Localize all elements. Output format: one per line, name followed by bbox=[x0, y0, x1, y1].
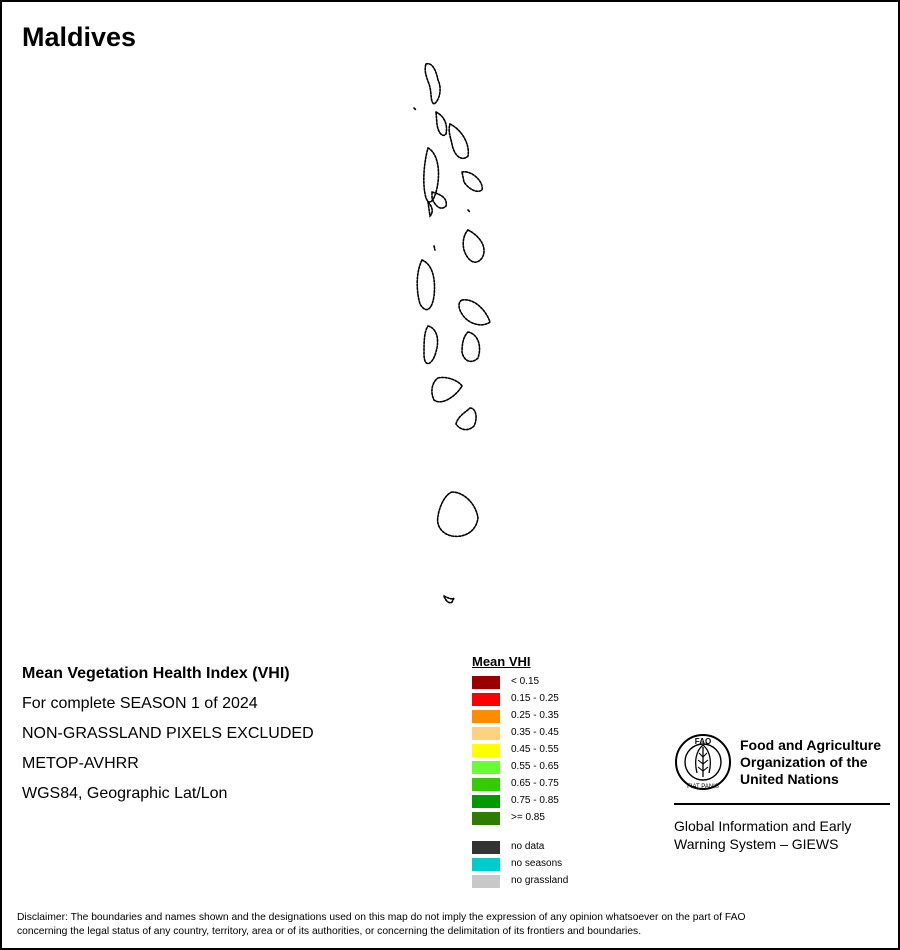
atoll-outline bbox=[438, 492, 478, 536]
divider bbox=[674, 803, 890, 805]
map-info bbox=[22, 659, 314, 809]
legend-row bbox=[472, 793, 622, 810]
legend-label: 0.35 - 0.45 bbox=[511, 727, 559, 738]
atoll-outline bbox=[459, 300, 490, 325]
legend-swatch bbox=[472, 875, 500, 888]
legend-swatch bbox=[472, 761, 500, 774]
legend-swatch bbox=[472, 795, 500, 808]
fao-name-line: United Nations bbox=[740, 771, 839, 787]
atoll-outline bbox=[425, 64, 440, 104]
disclaimer-line: Disclaimer: The boundaries and names shown and the designations used on this map do not imply the expression of any opinion whatsoever on the part of FAO bbox=[17, 912, 746, 923]
legend-row bbox=[472, 873, 622, 890]
legend-swatch bbox=[472, 676, 500, 689]
fao-name-line: Food and Agriculture bbox=[740, 737, 882, 753]
legend-label: 0.45 - 0.55 bbox=[511, 744, 559, 755]
logo-motto: FIAT PANIS bbox=[687, 784, 719, 790]
legend-label: no data bbox=[511, 841, 545, 852]
map-subtitle: Mean Vegetation Health Index (VHI) bbox=[22, 665, 290, 682]
legend-row bbox=[472, 839, 622, 856]
atoll-outline bbox=[444, 596, 454, 603]
disclaimer-line: concerning the legal status of any country, territory, area or of its authorities, or concerning the delimitation of its frontiers and boundaries. bbox=[17, 926, 642, 937]
atoll-outline bbox=[434, 246, 435, 250]
exclusion-note: NON-GRASSLAND PIXELS EXCLUDED bbox=[22, 725, 314, 742]
giews-line: Global Information and Early bbox=[674, 818, 852, 834]
atoll-outline bbox=[462, 332, 480, 361]
legend-row bbox=[472, 856, 622, 873]
legend-label: no seasons bbox=[511, 858, 563, 869]
legend bbox=[472, 654, 622, 890]
legend-swatch bbox=[472, 778, 500, 791]
legend-label: 0.55 - 0.65 bbox=[511, 761, 559, 772]
logo-text: FAO bbox=[694, 737, 712, 746]
disclaimer bbox=[17, 911, 887, 939]
legend-label: 0.15 - 0.25 bbox=[511, 693, 559, 704]
legend-row bbox=[472, 725, 622, 742]
legend-row bbox=[472, 708, 622, 725]
legend-label: 0.65 - 0.75 bbox=[511, 778, 559, 789]
atoll-outline bbox=[463, 230, 484, 262]
atoll-outline bbox=[432, 377, 462, 401]
atoll-outline bbox=[449, 124, 468, 158]
atoll-outline bbox=[414, 108, 416, 110]
atoll-outline bbox=[468, 210, 470, 212]
legend-swatch bbox=[472, 744, 500, 757]
legend-swatch bbox=[472, 841, 500, 854]
atoll-outline bbox=[462, 172, 482, 192]
legend-swatch bbox=[472, 858, 500, 871]
atoll-outline bbox=[436, 112, 447, 135]
legend-label: 0.75 - 0.85 bbox=[511, 795, 559, 806]
projection-label: WGS84, Geographic Lat/Lon bbox=[22, 785, 228, 802]
legend-label: >= 0.85 bbox=[511, 812, 545, 823]
fao-name-line: Organization of the bbox=[740, 754, 868, 770]
fao-name bbox=[740, 737, 900, 788]
legend-label: no grassland bbox=[511, 875, 569, 886]
season-label: For complete SEASON 1 of 2024 bbox=[22, 695, 258, 712]
atoll-outline bbox=[428, 202, 432, 216]
atoll-outline bbox=[417, 260, 434, 310]
legend-row bbox=[472, 810, 622, 827]
giews-label bbox=[674, 817, 851, 853]
map-title: Maldives bbox=[22, 22, 137, 52]
legend-swatch bbox=[472, 693, 500, 706]
legend-swatch bbox=[472, 727, 500, 740]
maldives-map bbox=[402, 52, 512, 612]
legend-row bbox=[472, 742, 622, 759]
fao-logo-icon bbox=[674, 733, 732, 791]
atoll-outline bbox=[432, 192, 446, 208]
legend-label: 0.25 - 0.35 bbox=[511, 710, 559, 721]
legend-row bbox=[472, 759, 622, 776]
legend-row bbox=[472, 674, 622, 691]
sensor-label: METOP-AVHRR bbox=[22, 755, 139, 772]
legend-swatch bbox=[472, 812, 500, 825]
legend-row bbox=[472, 691, 622, 708]
giews-line: Warning System – GIEWS bbox=[674, 836, 839, 852]
atoll-outline bbox=[456, 408, 476, 430]
legend-swatch bbox=[472, 710, 500, 723]
legend-label: < 0.15 bbox=[511, 676, 540, 687]
legend-title: Mean VHI bbox=[472, 654, 531, 669]
atoll-outline bbox=[424, 326, 438, 364]
legend-row bbox=[472, 776, 622, 793]
